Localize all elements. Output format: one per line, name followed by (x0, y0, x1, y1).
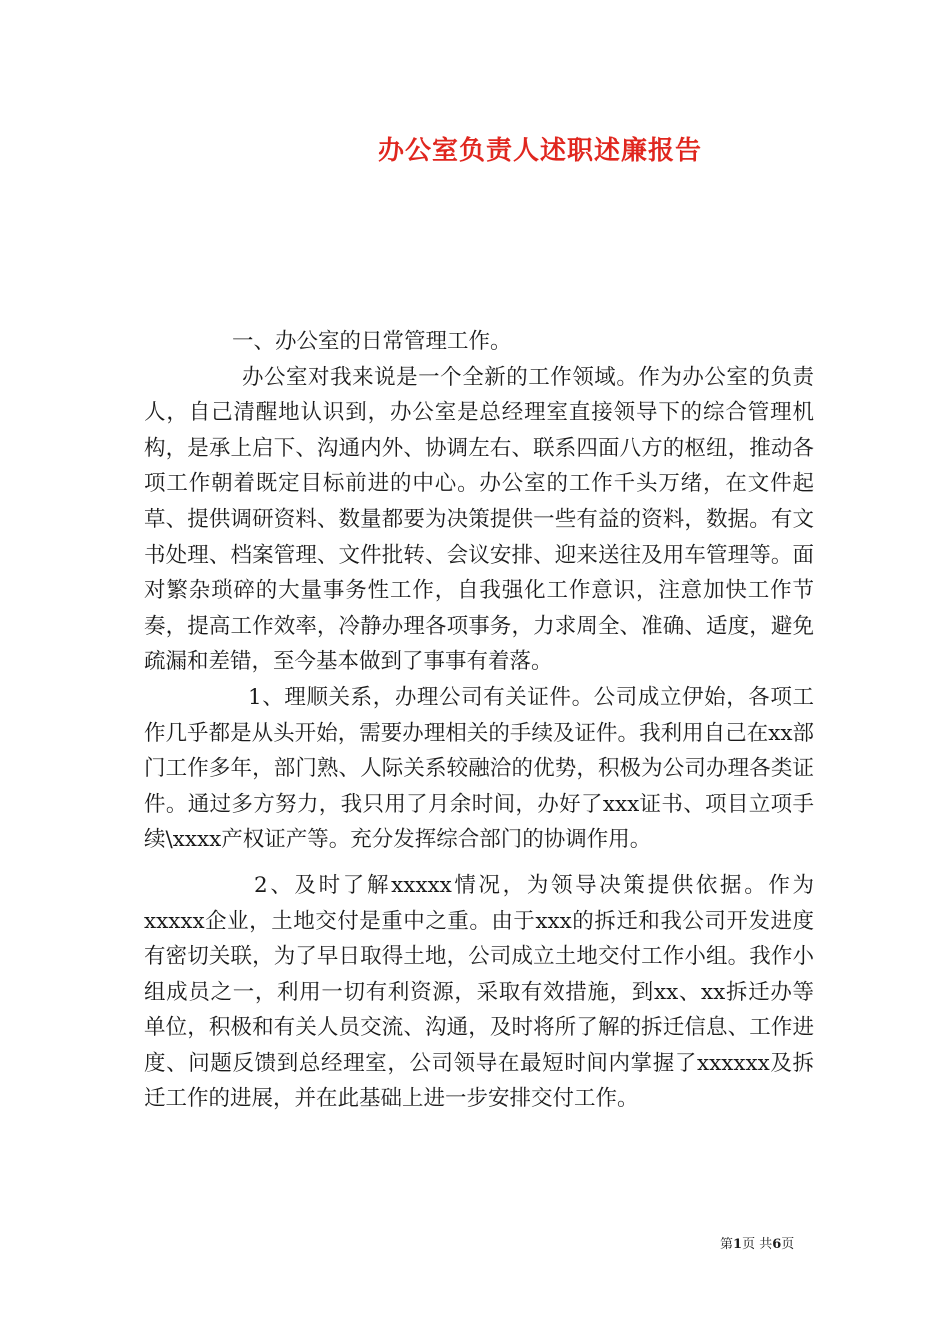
document-title: 办公室负责人述职述廉报告 (377, 136, 702, 166)
paragraph-item-2: 2、及时了解xxxxx情况，为领导决策提供依据。作为xxxxx企业，土地交付是重中之重。由于xxx的拆迁和我公司开发进度有密切关联，为了早日取得土地，公司成立土地交付工作小组。我作小组成员之一，利用一切有利资源，采取有效措施，到xx、xx拆迁办等单位，积极和有关人员交流、沟通，及时将所了解的拆迁信息、工作进度、问题反馈到总经理室，公司领导在最短时间内掌握了xxxxxx及拆迁工作的进展，并在此基础上进一步安排交付工作。 (144, 872, 814, 1112)
footer-prefix: 第 (720, 1237, 734, 1252)
section-heading: 一、办公室的日常管理工作。 (232, 329, 512, 354)
paragraph-intro: 办公室对我来说是一个全新的工作领域。作为办公室的负责人，自己清醒地认识到，办公室是总经理室直接领导下的综合管理机构，是承上启下、沟通内外、协调左右、联系四面八方的枢纽，推动各项工作朝着既定目标前进的中心。办公室的工作千头万绪，在文件起草、提供调研资料、数量都要为决策提供一些有益的资料，数据。有文书处理、档案管理、文件批转、会议安排、迎来送往及用车管理等。面对繁杂琐碎的大量事务性工作，自我强化工作意识，注意加快工作节奏，提高工作效率，冷静办理各项事务，力求周全、准确、适度，避免疏漏和差错，至今基本做到了事事有着落。 (144, 364, 814, 675)
paragraph-spacer (144, 858, 814, 868)
page-footer (720, 1233, 794, 1252)
paragraph-item-1: 1、理顺关系，办理公司有关证件。公司成立伊始，各项工作几乎都是从头开始，需要办理相关的手续及证件。我利用自己在xx部门工作多年，部门熟、人际关系较融洽的优势，积极为公司办理各类证件。通过多方努力，我只用了月余时间，办好了xxx证书、项目立项手续\xxxx产权证产等。充分发挥综合部门的协调作用。 (144, 684, 814, 853)
footer-suffix: 页 (781, 1237, 795, 1252)
document-body (144, 324, 814, 1117)
total-page-number: 6 (772, 1237, 782, 1252)
footer-middle: 页 共 (742, 1237, 773, 1252)
current-page-number: 1 (733, 1237, 743, 1252)
